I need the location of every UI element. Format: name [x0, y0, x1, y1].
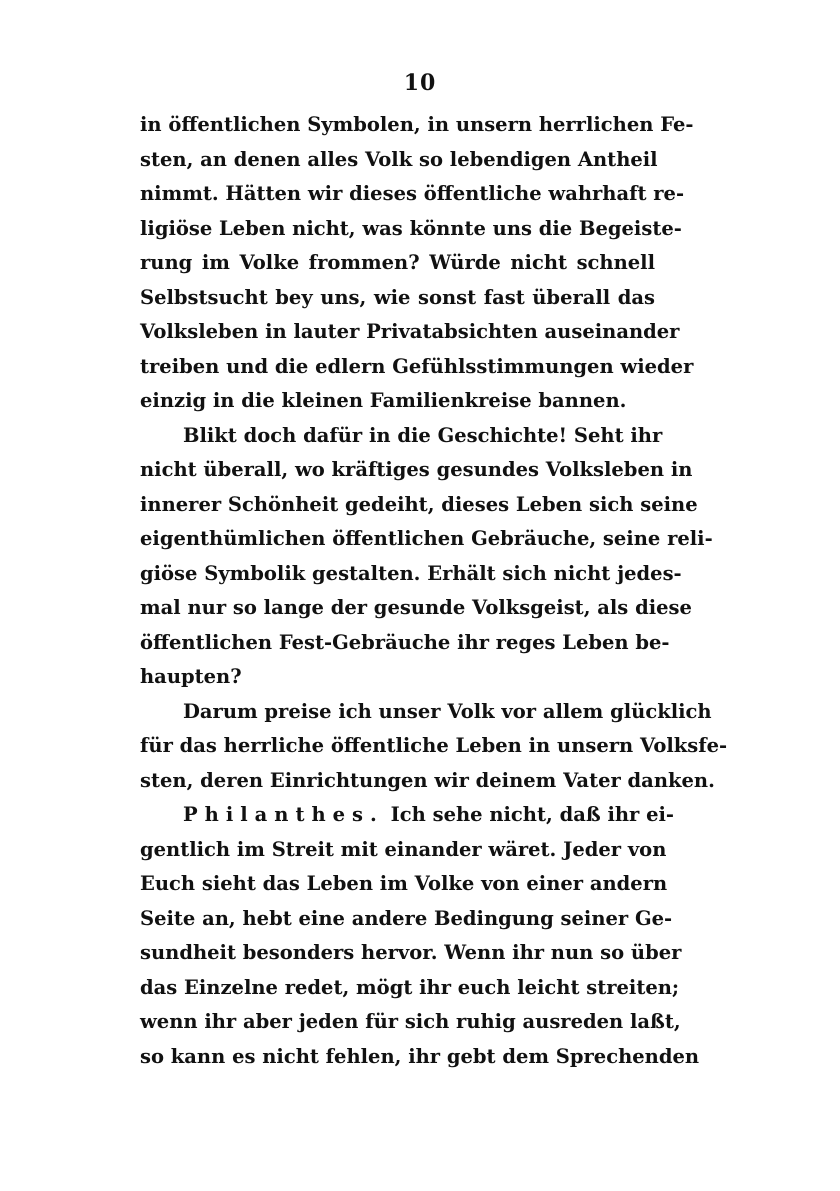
text-line: sten, an denen alles Volk so lebendigen Antheil	[140, 147, 658, 171]
text-line: eigenthümlichen öffentlichen Gebräuche, seine reli-	[140, 527, 713, 550]
text-line: giöse Symbolik gestalten. Erhält sich nicht jedes-	[140, 561, 682, 585]
text-line: nicht überall, wo kräftiges gesundes Volksleben in	[140, 458, 693, 481]
text-line: innerer Schönheit gedeiht, dieses Leben sich seine	[140, 492, 698, 516]
text-line: gentlich im Streit mit einander wäret. Jeder von	[140, 837, 667, 861]
text-line: das Einzelne redet, mögt ihr euch leicht streiten;	[140, 975, 680, 999]
text-line: ligiöse Leben nicht, was könnte uns die Begeiste-	[140, 216, 682, 240]
text-line: nimmt. Hätten wir dieses öffentliche wahrhaft re-	[140, 182, 685, 205]
speaker-line	[140, 798, 674, 833]
speaker-text: Ich sehe nicht, daß ihr ei-	[390, 803, 674, 826]
text-line: öffentlichen Fest-Gebräuche ihr reges Leben be-	[140, 630, 670, 654]
text-line: rung im Volke frommen? Würde nicht schnell	[140, 251, 655, 274]
text-line: so kann es nicht fehlen, ihr gebt dem Sprechenden	[140, 1044, 700, 1068]
text-line: Seite an, hebt eine andere Bedingung seiner Ge-	[140, 906, 673, 930]
text-line: für das herrliche öffentliche Leben in unsern Volksfe-	[140, 734, 728, 757]
paragraph-4	[140, 798, 700, 1074]
text-line: Blikt doch dafür in die Geschichte! Seht ihr	[183, 423, 663, 447]
speaker-name: Philanthes.	[183, 803, 384, 826]
text-line: sundheit besonders hervor. Wenn ihr nun so über	[140, 941, 682, 964]
text-line: haupten?	[140, 665, 242, 688]
text-line: einzig in die kleinen Familienkreise bannen.	[140, 389, 627, 412]
text-line: in öffentlichen Symbolen, in unsern herrlichen Fe-	[140, 113, 694, 136]
text-line: Volksleben in lauter Privatabsichten auseinander	[140, 320, 680, 343]
text-line: Darum preise ich unser Volk vor allem glücklich	[183, 699, 712, 723]
paragraph-2	[140, 419, 713, 695]
paragraph-1	[140, 108, 694, 419]
text-line: wenn ihr aber jeden für sich ruhig ausreden laßt,	[140, 1010, 681, 1033]
text-line: Euch sieht das Leben im Volke von einer andern	[140, 872, 668, 895]
page-number: 10	[403, 70, 437, 96]
text-line: mal nur so lange der gesunde Volksgeist, als diese	[140, 596, 692, 619]
text-line: Selbstsucht bey uns, wie sonst fast überall das	[140, 285, 655, 309]
body-text	[140, 108, 728, 1074]
text-line: treiben und die edlern Gefühlsstimmungen wieder	[140, 354, 694, 378]
text-line: sten, deren Einrichtungen wir deinem Vater danken.	[140, 768, 715, 792]
paragraph-3	[140, 695, 728, 799]
